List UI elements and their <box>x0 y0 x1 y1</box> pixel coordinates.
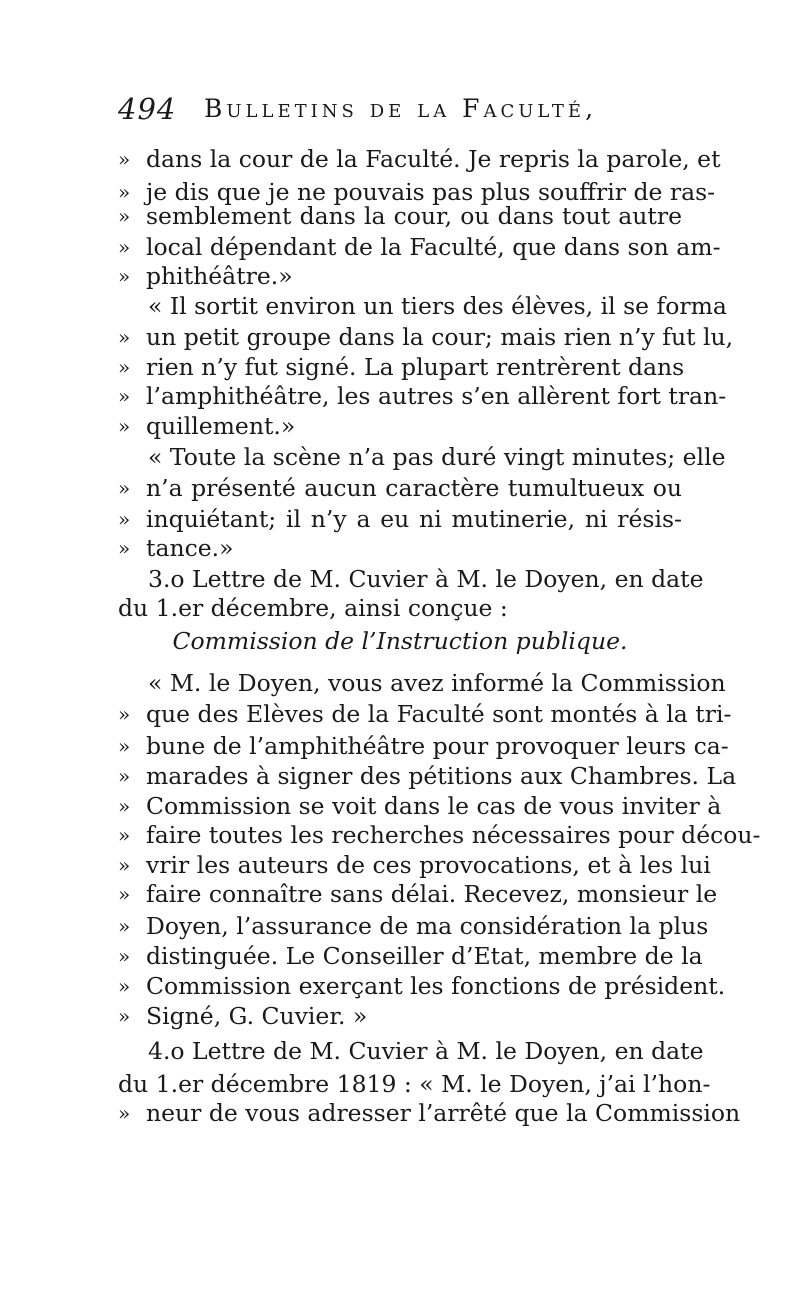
quote-mark: » <box>118 264 131 288</box>
line-text: 3.o Lettre de M. Cuvier à M. le Doyen, en date <box>148 565 704 593</box>
text-line <box>118 1097 741 1129</box>
text-line <box>118 819 761 851</box>
line-text: « M. le Doyen, vous avez informé la Commission <box>148 669 726 697</box>
line-text: neur de vous adresser l’arrêté que la Commission <box>146 1099 741 1127</box>
quote-mark: » <box>118 180 131 204</box>
quote-mark: » <box>118 476 131 500</box>
quote-mark: » <box>118 702 131 726</box>
text-line <box>118 231 721 263</box>
section-heading: Commission de l’Instruction publique. <box>172 627 628 655</box>
text-line <box>118 441 726 473</box>
text-line <box>118 200 682 232</box>
line-text: Commission se voit dans le cas de vous inviter à <box>146 792 722 820</box>
line-text: n’a présenté aucun caractère tumultueux ou <box>146 474 682 502</box>
running-title: Bulletins de la Faculté, <box>204 94 598 123</box>
text-line <box>118 760 737 792</box>
text-line <box>118 1000 682 1032</box>
line-text: Commission exerçant les fonctions de président. <box>146 972 726 1000</box>
line-text: faire toutes les recherches nécessaires pour décou- <box>146 821 761 849</box>
quote-mark: » <box>118 147 131 171</box>
quote-mark: » <box>118 944 131 968</box>
text-line <box>118 940 703 972</box>
quote-mark: » <box>118 1101 131 1125</box>
text-line <box>118 410 682 442</box>
text-line <box>118 1035 704 1067</box>
line-text: du 1.er décembre 1819 : « M. le Doyen, j’ai l’hon- <box>118 1070 711 1098</box>
text-line <box>118 351 685 383</box>
text-line <box>118 730 729 762</box>
quote-mark: » <box>118 384 131 408</box>
quote-mark: » <box>118 914 131 938</box>
line-text: 4.o Lettre de M. Cuvier à M. le Doyen, en date <box>148 1037 704 1065</box>
quote-mark: » <box>118 882 131 906</box>
quote-mark: » <box>118 1004 131 1028</box>
text-line <box>118 260 682 292</box>
line-text: l’amphithéâtre, les autres s’en allèrent fort tran- <box>146 382 727 410</box>
line-text: distinguée. Le Conseiller d’Etat, membre de la <box>146 942 703 970</box>
quote-mark: » <box>118 235 131 259</box>
quote-mark: » <box>118 507 131 531</box>
quote-mark: » <box>118 734 131 758</box>
line-text: que des Elèves de la Faculté sont montés à la tri- <box>146 700 732 728</box>
line-text: rien n’y fut signé. La plupart rentrèrent dans <box>146 353 685 381</box>
text-line <box>118 472 682 504</box>
line-text: quillement.» <box>146 412 296 440</box>
text-line <box>118 849 711 881</box>
text-line <box>118 380 727 412</box>
quote-mark: » <box>118 974 131 998</box>
text-line <box>118 878 718 910</box>
text-line <box>118 667 726 699</box>
text-line <box>118 1068 711 1100</box>
line-text: dans la cour de la Faculté. Je repris la parole, et <box>146 145 721 173</box>
line-text: « Il sortit environ un tiers des élèves, il se forma <box>148 292 727 320</box>
text-line <box>118 563 704 595</box>
line-text: tance.» <box>146 534 234 562</box>
line-text: inquiétant; il n’y a eu ni mutinerie, ni résis- <box>146 505 682 533</box>
text-line <box>118 790 722 822</box>
line-text: Doyen, l’assurance de ma considération la plus <box>146 912 709 940</box>
page-number: 494 <box>118 92 177 126</box>
line-text: du 1.er décembre, ainsi conçue : <box>118 594 508 622</box>
quote-mark: » <box>118 204 131 228</box>
line-text: marades à signer des pétitions aux Chambres. La <box>146 762 737 790</box>
quote-mark: » <box>118 536 131 560</box>
quote-mark: » <box>118 414 131 438</box>
text-line <box>118 592 682 624</box>
text-line <box>118 143 721 175</box>
line-text: faire connaître sans délai. Recevez, monsieur le <box>146 880 718 908</box>
line-text: semblement dans la cour, ou dans tout autre <box>146 202 682 230</box>
text-line <box>118 910 709 942</box>
line-text: vrir les auteurs de ces provocations, et à les lui <box>146 851 711 879</box>
quote-mark: » <box>118 355 131 379</box>
line-text: je dis que je ne pouvais pas plus souffrir de ras- <box>146 178 716 206</box>
quote-mark: » <box>118 853 131 877</box>
text-line <box>118 698 732 730</box>
text-line <box>118 970 726 1002</box>
quote-mark: » <box>118 764 131 788</box>
line-text: local dépendant de la Faculté, que dans son am- <box>146 233 721 261</box>
text-line <box>118 290 727 322</box>
quote-mark: » <box>118 325 131 349</box>
line-text: Signé, G. Cuvier. » <box>146 1002 368 1030</box>
line-text: « Toute la scène n’a pas duré vingt minutes; elle <box>148 443 726 471</box>
text-line <box>118 503 682 535</box>
page-header <box>118 92 688 132</box>
quote-mark: » <box>118 823 131 847</box>
line-text: bune de l’amphithéâtre pour provoquer leurs ca- <box>146 732 729 760</box>
line-text: un petit groupe dans la cour; mais rien n’y fut lu, <box>146 323 734 351</box>
text-line <box>118 532 682 564</box>
line-text: phithéâtre.» <box>146 262 293 290</box>
quote-mark: » <box>118 794 131 818</box>
text-line <box>118 321 734 353</box>
